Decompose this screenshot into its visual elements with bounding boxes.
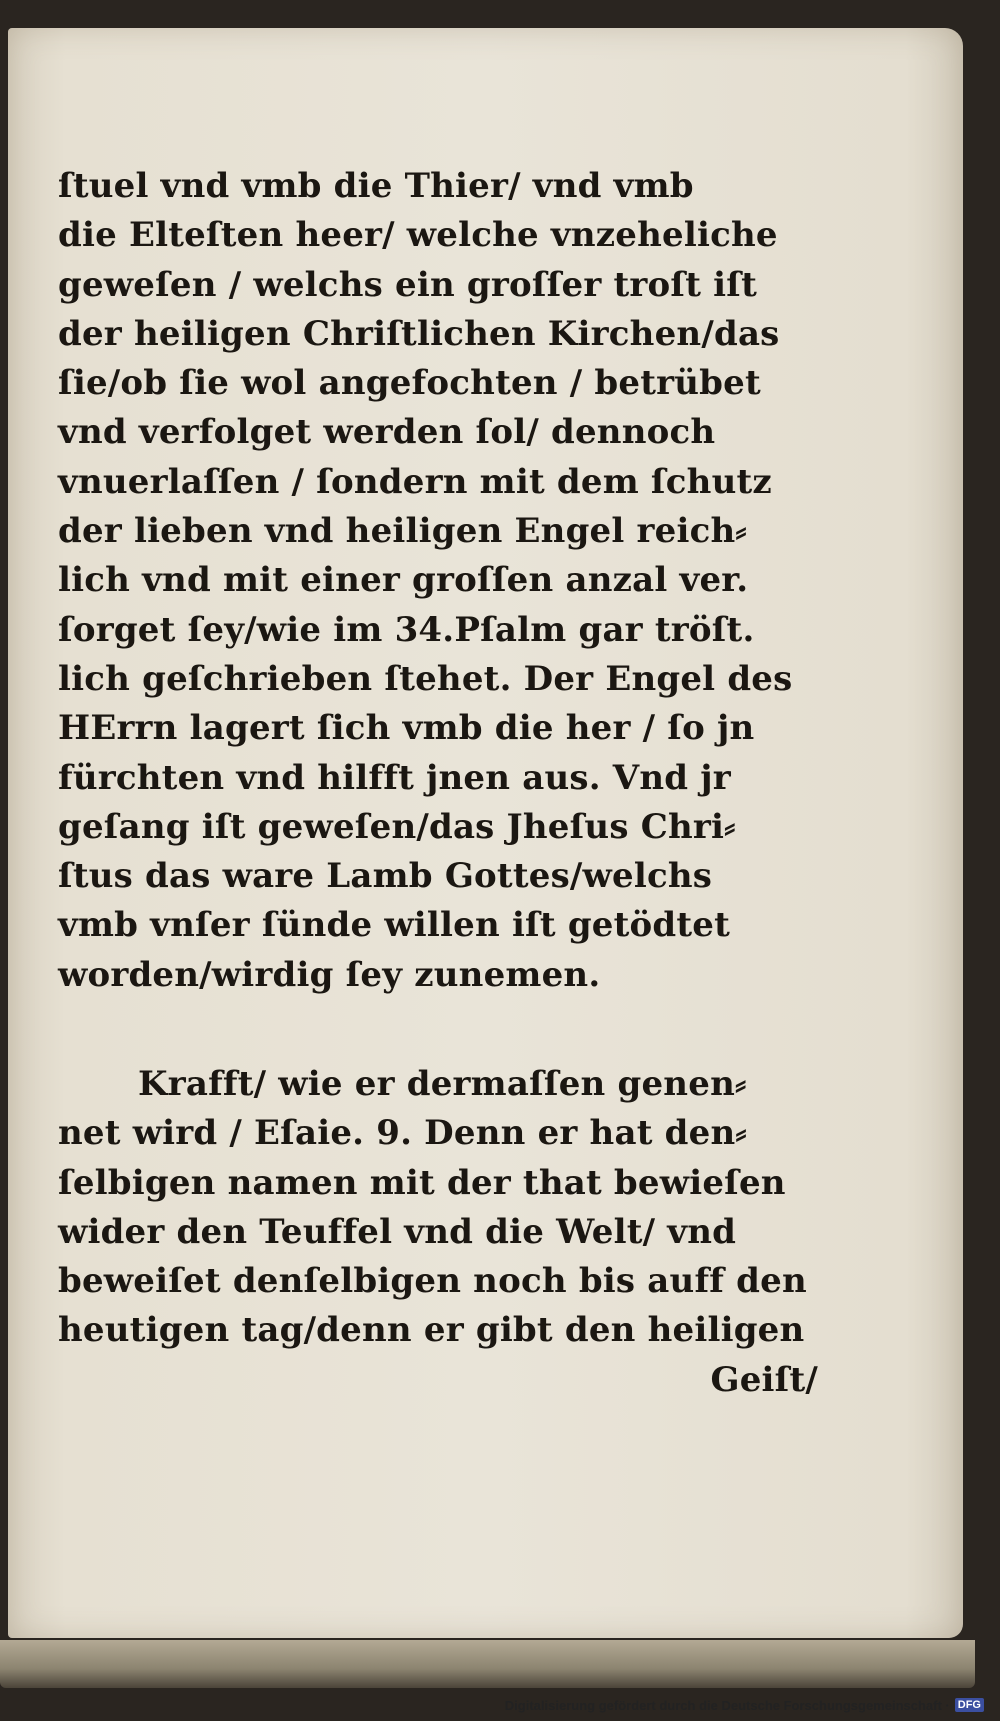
text-line: der heiligen Chriſtlichen Kirchen/das xyxy=(58,313,780,354)
text-line: ſtus das ware Lamb Gottes/welchs xyxy=(58,856,713,897)
text-line: wider den Teuffel vnd die Welt/ vnd xyxy=(58,1211,737,1252)
paragraph-2 xyxy=(58,1060,818,1405)
text-line: Krafft/ wie er dermaſſen genen⸗ xyxy=(138,1064,747,1104)
text-line: geweſen / welchs ein groſſer troſt iſt xyxy=(58,264,758,305)
text-line: ſelbigen namen mit der that bewieſen xyxy=(58,1162,786,1203)
text-line: fürchten vnd hilfft jnen aus. Vnd jr xyxy=(58,757,731,798)
text-line: net wird / Eſaie. 9. Denn er hat den⸗ xyxy=(58,1113,747,1154)
paragraph-1 xyxy=(58,162,818,1000)
text-line: worden/wirdig ſey zunemen. xyxy=(58,954,601,995)
text-line: ſie/ob ſie wol angefochten / betrübet xyxy=(58,363,761,404)
text-line: vnd verfolget werden ſol/ dennoch xyxy=(58,412,716,453)
text-line: geſang iſt geweſen/das Jheſus Chri⸗ xyxy=(58,806,736,847)
dfg-logo: DFG xyxy=(955,1698,984,1712)
text-line: vnuerlaſſen / ſondern mit dem ſchutz xyxy=(58,461,772,502)
text-line: lich vnd mit einer groſſen anzal ver. xyxy=(58,560,749,601)
page-edge xyxy=(0,1640,975,1688)
text-line: ſorget ſey/wie im 34.Pſalm gar tröſt. xyxy=(58,609,755,650)
digitization-footer xyxy=(505,1695,984,1715)
text-line: ſtuel vnd vmb die Thier/ vnd vmb xyxy=(58,166,694,206)
text-line: die Elteſten heer/ welche vnzeheliche xyxy=(58,215,778,256)
text-line: beweiſet denſelbigen noch bis auff den xyxy=(58,1261,807,1302)
text-line: HErrn lagert ſich vmb die her / ſo jn xyxy=(58,708,755,749)
text-line: lich geſchrieben ſtehet. Der Engel des xyxy=(58,658,793,699)
text-line: der lieben vnd heiligen Engel reich⸗ xyxy=(58,511,747,552)
text-line: heutigen tag/denn er gibt den heiligen xyxy=(58,1310,805,1351)
book-page xyxy=(8,28,963,1638)
footer-credit: Digitalisierung gefördert durch die Deutsche Forschungsgemeinschaft · xyxy=(504,1697,950,1713)
text-line: vmb vnſer ſünde willen iſt getödtet xyxy=(58,905,731,946)
catchword: Geiſt/ xyxy=(710,1359,818,1400)
